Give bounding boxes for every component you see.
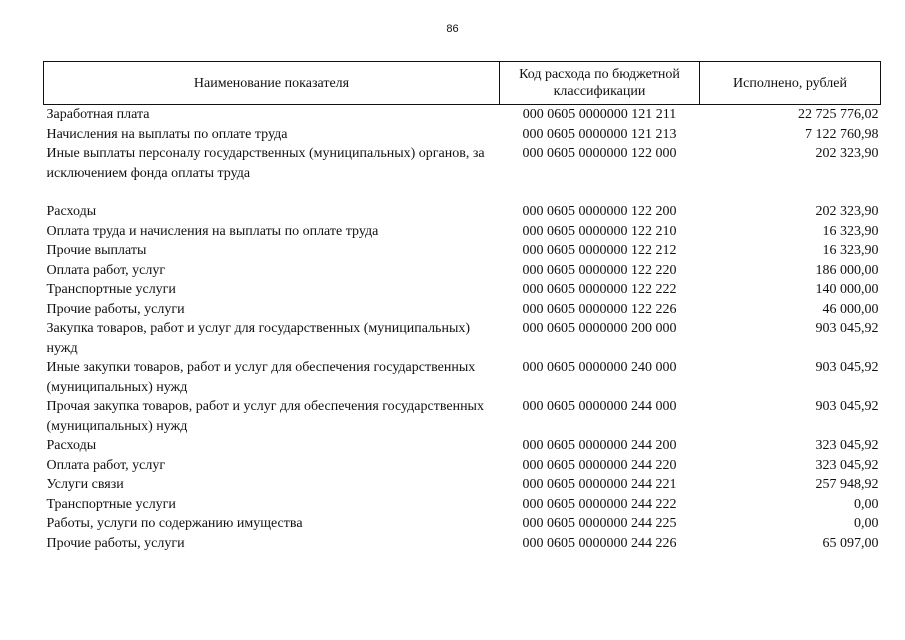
- row-name: Оплата работ, услуг: [46, 262, 166, 278]
- row-budget-code: 000 0605 0000000 122 226: [522, 301, 677, 317]
- row-name: Транспортные услуги: [46, 282, 176, 297]
- row-amount: 202 323,90: [815, 204, 879, 219]
- row-amount: 0,00: [854, 496, 879, 512]
- table-header: [44, 62, 881, 105]
- table-row: [44, 125, 881, 145]
- row-amount: 16 323,90: [822, 223, 879, 239]
- table-row: [44, 475, 881, 495]
- row-budget-code: 000 0605 0000000 244 221: [522, 477, 677, 492]
- row-name: Иные выплаты персоналу государственных (муниципальных) органов, за исключением фонда оплаты труда: [46, 146, 485, 181]
- table-row: [44, 358, 881, 397]
- table-row: [44, 202, 881, 222]
- row-budget-code: 000 0605 0000000 122 222: [522, 282, 677, 297]
- row-amount: 140 000,00: [815, 282, 879, 297]
- row-name: Расходы: [46, 204, 97, 219]
- row-name: Прочая закупка товаров, работ и услуг для обеспечения государственных (муниципальных) нужд: [46, 399, 484, 434]
- row-budget-code: 000 0605 0000000 122 000: [522, 146, 677, 161]
- row-budget-code: 000 0605 0000000 122 200: [522, 204, 677, 219]
- table-row: [44, 261, 881, 281]
- row-amount: 903 045,92: [815, 399, 879, 414]
- row-name: Прочие работы, услуги: [46, 301, 185, 317]
- table-row: [44, 241, 881, 261]
- row-amount: [700, 183, 881, 202]
- row-budget-code: 000 0605 0000000 122 210: [522, 223, 677, 239]
- table-row: [44, 105, 881, 125]
- table-row: [44, 456, 881, 476]
- row-name: Прочие работы, услуги: [46, 535, 185, 551]
- row-budget-code: 000 0605 0000000 244 226: [522, 535, 677, 551]
- row-name: Заработная плата: [46, 107, 150, 122]
- row-budget-code: 000 0605 0000000 121 213: [522, 126, 677, 142]
- expenditure-table: [43, 61, 881, 553]
- row-amount: 16 323,90: [822, 243, 879, 258]
- page-number: 86: [446, 23, 459, 35]
- row-amount: 323 045,92: [815, 457, 879, 473]
- row-name: Закупка товаров, работ и услуг для государственных (муниципальных) нужд: [46, 321, 471, 356]
- row-amount: 46 000,00: [822, 301, 879, 317]
- row-budget-code: 000 0605 0000000 244 000: [522, 399, 677, 414]
- row-name: Иные закупки товаров, работ и услуг для обеспечения государственных (муниципальных) нужд: [46, 360, 476, 395]
- row-budget-code: [500, 183, 700, 202]
- header-budget-code: Код расхода по бюджетной классификации: [500, 62, 700, 105]
- row-name: Начисления на выплаты по оплате труда: [46, 126, 288, 142]
- row-amount: 257 948,92: [815, 477, 879, 492]
- row-budget-code: 000 0605 0000000 244 225: [522, 516, 677, 531]
- row-name: Оплата труда и начисления на выплаты по оплате труда: [46, 223, 379, 239]
- row-amount: 65 097,00: [822, 535, 879, 551]
- table-row: [44, 183, 881, 202]
- table-row: [44, 514, 881, 534]
- header-indicator-name: Наименование показателя: [44, 62, 500, 105]
- row-amount: 186 000,00: [815, 262, 879, 278]
- row-budget-code: 000 0605 0000000 244 222: [522, 496, 677, 512]
- row-amount: 202 323,90: [815, 146, 879, 161]
- row-amount: 0,00: [854, 516, 879, 531]
- row-name: Оплата работ, услуг: [46, 457, 166, 473]
- row-name: Прочие выплаты: [46, 243, 147, 258]
- row-amount: 22 725 776,02: [798, 107, 879, 122]
- row-budget-code: 000 0605 0000000 244 220: [522, 457, 677, 473]
- table-row: [44, 495, 881, 515]
- row-budget-code: 000 0605 0000000 122 220: [522, 262, 677, 278]
- row-amount: 903 045,92: [815, 321, 879, 336]
- header-amount: Исполнено, рублей: [700, 62, 881, 105]
- table-row: [44, 280, 881, 300]
- row-budget-code: 000 0605 0000000 122 212: [522, 243, 677, 258]
- table-row: [44, 397, 881, 436]
- table-row: [44, 300, 881, 320]
- row-budget-code: 000 0605 0000000 244 200: [522, 438, 677, 453]
- row-name: Работы, услуги по содержанию имущества: [46, 516, 303, 531]
- row-name: Расходы: [46, 438, 97, 453]
- row-amount: 323 045,92: [815, 438, 879, 453]
- row-name: [44, 183, 500, 202]
- table-row: [44, 436, 881, 456]
- row-amount: 7 122 760,98: [805, 126, 879, 142]
- row-amount: 903 045,92: [815, 360, 879, 375]
- row-name: Услуги связи: [46, 477, 124, 492]
- row-name: Транспортные услуги: [46, 496, 176, 512]
- row-budget-code: 000 0605 0000000 121 211: [522, 107, 677, 122]
- table-row: [44, 222, 881, 242]
- table-row: [44, 534, 881, 554]
- table-body: [44, 105, 881, 554]
- table-row: [44, 144, 881, 183]
- table-row: [44, 319, 881, 358]
- row-budget-code: 000 0605 0000000 240 000: [522, 360, 677, 375]
- row-budget-code: 000 0605 0000000 200 000: [522, 321, 677, 336]
